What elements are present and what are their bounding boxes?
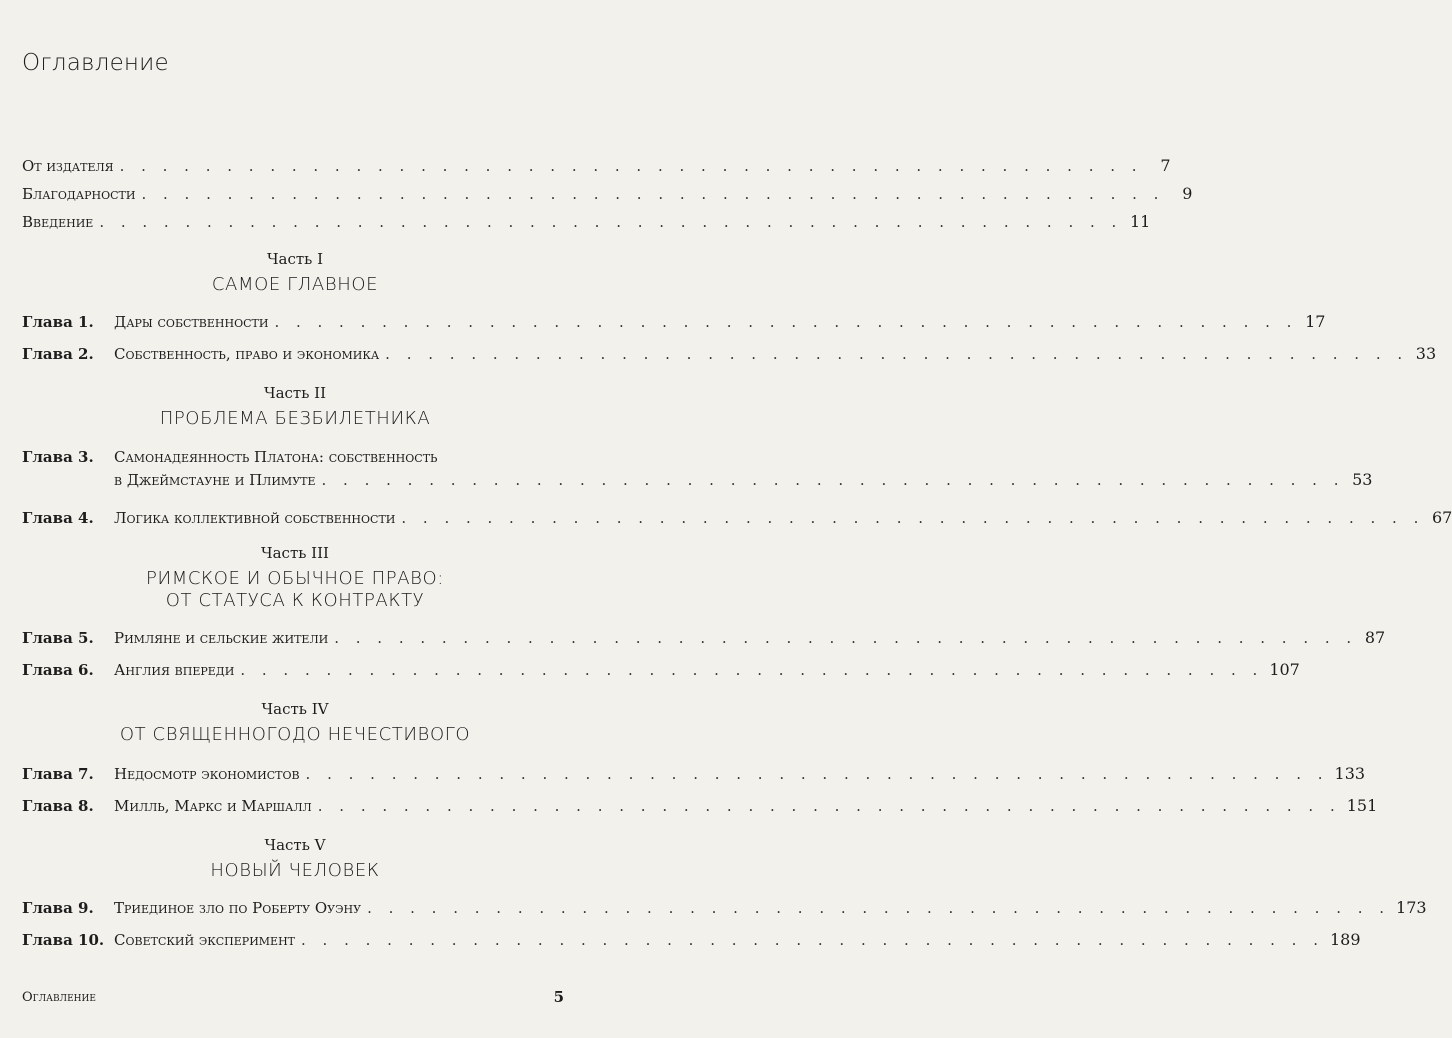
chapter-number: Глава 10.: [22, 931, 105, 949]
leader-dots: [318, 797, 1341, 815]
chapter-title: Римляне и сельские жители: [114, 629, 329, 647]
chapter-page: 67: [1431, 508, 1452, 527]
toc-entry-chapter: [22, 898, 1427, 924]
part-label: Часть III: [261, 544, 329, 562]
chapter-number: Глава 2.: [22, 345, 94, 363]
entry-page: 9: [1182, 184, 1193, 203]
chapter-page: 189: [1329, 930, 1361, 949]
chapter-title: Собственность, право и экономика: [114, 345, 380, 363]
toc-entry-chapter: [22, 344, 1437, 370]
chapter-number: Глава 9.: [22, 899, 94, 917]
running-title: Оглавление: [22, 990, 96, 1005]
part-title: ОТ СВЯЩЕННОГОДО НЕЧЕСТИВОГО: [119, 724, 471, 745]
chapter-number: Глава 6.: [22, 661, 94, 679]
chapter-number: Глава 4.: [22, 509, 94, 527]
toc-heading: Оглавление: [22, 50, 169, 76]
chapter-page: 53: [1352, 470, 1373, 489]
toc-entry-front: [22, 156, 1171, 182]
part-label: Часть V: [264, 836, 326, 854]
chapter-title: Дары собственности: [114, 313, 269, 331]
toc-entry-chapter: [22, 312, 1326, 338]
chapter-title: Недосмотр экономистов: [114, 765, 300, 783]
toc-entry-chapter: [22, 930, 1361, 956]
page-number: 5: [553, 988, 564, 1006]
chapter-page: 151: [1346, 796, 1378, 815]
entry-title: От издателя: [22, 157, 114, 175]
part-label: Часть II: [263, 384, 327, 402]
chapter-title: Логика коллективной собственности: [114, 509, 396, 527]
entry-title: Введение: [22, 213, 94, 231]
part-title: НОВЫЙ ЧЕЛОВЕК: [210, 860, 380, 881]
leader-dots: [120, 157, 1143, 175]
chapter-page: 33: [1415, 344, 1437, 363]
part-title-line2: ОТ СТАТУСА К КОНТРАКТУ: [165, 590, 425, 611]
chapter-title: Англия впереди: [114, 661, 235, 679]
leader-dots: [334, 629, 1357, 647]
chapter-page: 17: [1305, 312, 1326, 331]
chapter-number: Глава 1.: [22, 313, 94, 331]
leader-dots: [367, 899, 1390, 917]
chapter-page: 133: [1334, 764, 1366, 783]
leader-dots: [401, 509, 1424, 527]
entry-page: 11: [1129, 212, 1151, 231]
leader-dots: [141, 185, 1164, 203]
toc-entry-front: [22, 212, 1151, 238]
entry-title: Благодарности: [22, 185, 136, 203]
toc-entry-chapter: [22, 764, 1366, 790]
toc-entry-chapter: [22, 660, 1300, 686]
part-label: Часть I: [266, 250, 324, 268]
leader-dots: [274, 313, 1297, 331]
leader-dots: [301, 931, 1324, 949]
leader-dots: [322, 471, 1345, 489]
entry-page: 7: [1160, 156, 1171, 175]
part-label: Часть IV: [261, 700, 329, 718]
leader-dots: [99, 213, 1122, 231]
chapter-title: Милль, Маркс и Маршалл: [114, 797, 312, 815]
chapter-page: 107: [1269, 660, 1300, 679]
part-title: САМОЕ ГЛАВНОЕ: [211, 274, 379, 295]
toc-entry-front: [22, 184, 1193, 210]
toc-entry-chapter: [22, 448, 1373, 494]
toc-entry-chapter: [22, 796, 1378, 822]
chapter-page: 173: [1396, 898, 1427, 917]
leader-dots: [240, 661, 1263, 679]
leader-dots: [385, 345, 1408, 363]
chapter-title: Советский эксперимент: [114, 931, 296, 949]
chapter-number: Глава 7.: [22, 765, 94, 783]
chapter-number: Глава 3.: [22, 448, 94, 466]
chapter-title-continued: в Джеймстауне и Плимуте: [114, 471, 316, 489]
chapter-page: 87: [1364, 628, 1386, 647]
part-title: ПРОБЛЕМА БЕЗБИЛЕТНИКА: [159, 408, 431, 429]
leader-dots: [306, 765, 1329, 783]
chapter-title: Самонадеянность Платона: собственность: [114, 448, 438, 466]
chapter-title: Триединое зло по Роберту Оуэну: [114, 899, 362, 917]
toc-entry-chapter: [22, 508, 1452, 534]
toc-entry-chapter: [22, 628, 1386, 654]
chapter-number: Глава 8.: [22, 797, 94, 815]
chapter-number: Глава 5.: [22, 629, 94, 647]
part-title: РИМСКОЕ И ОБЫЧНОЕ ПРАВО:: [146, 568, 444, 589]
